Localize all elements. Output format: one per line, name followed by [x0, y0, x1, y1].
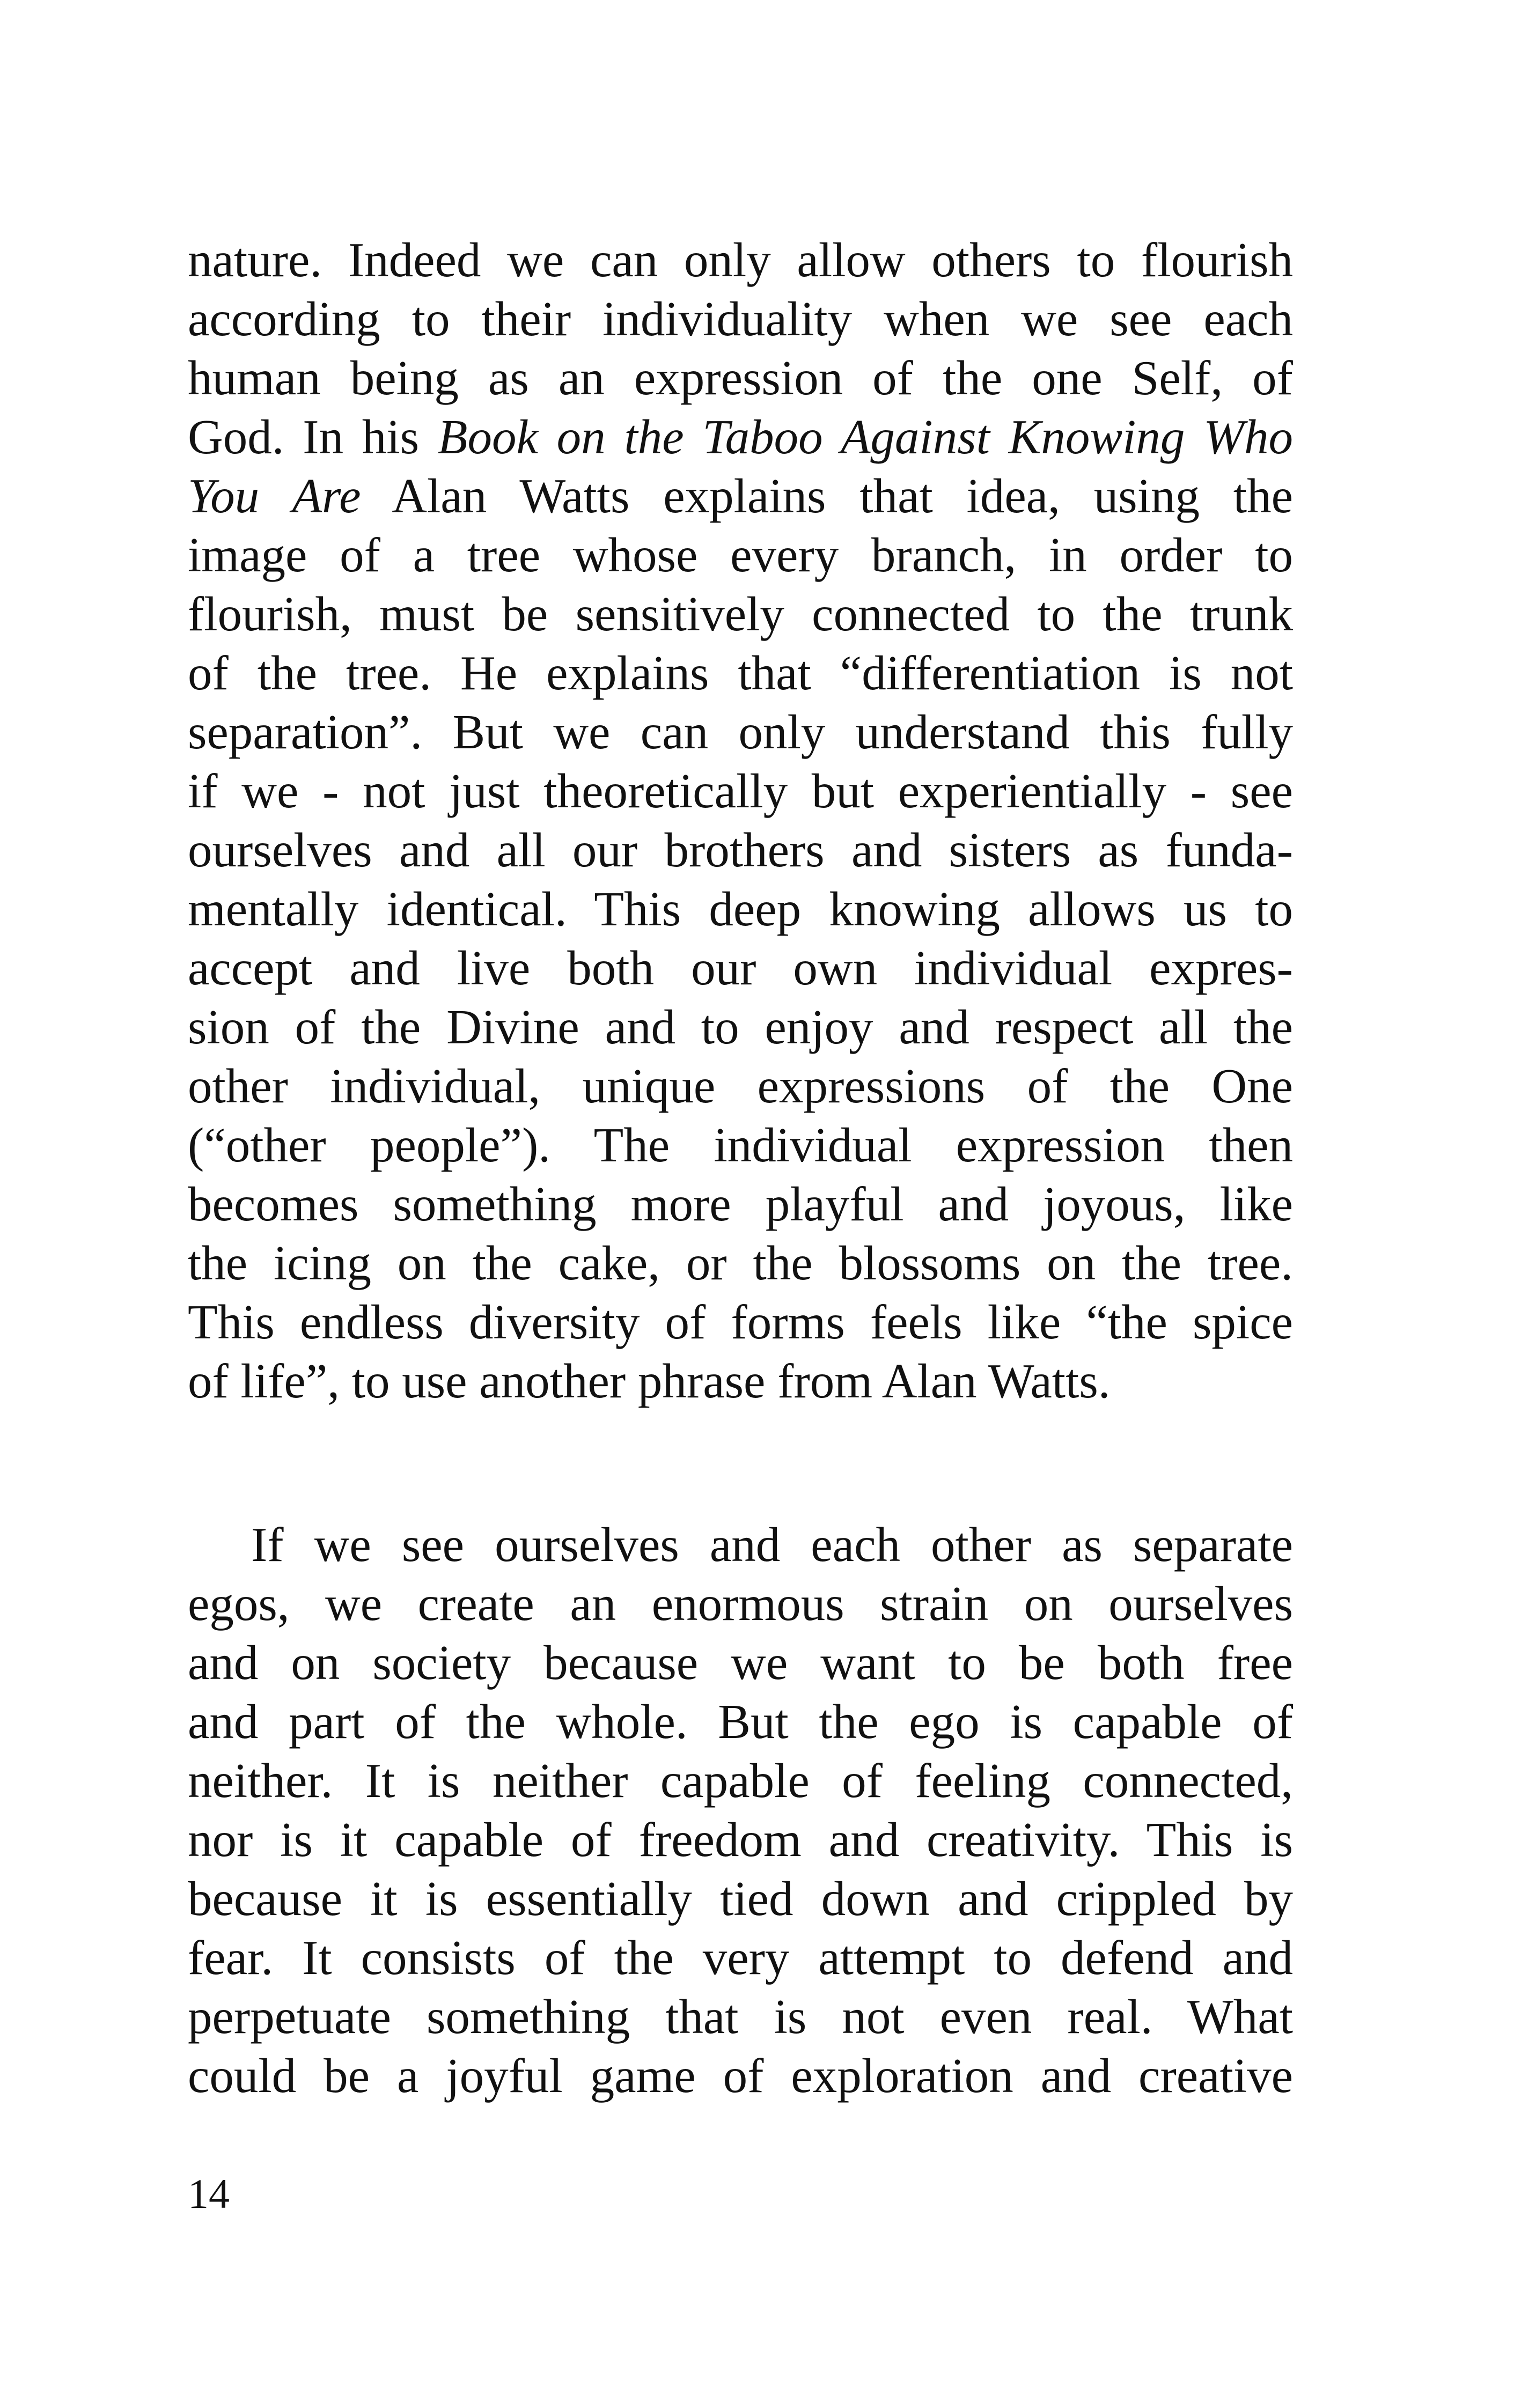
text-line: (“other people”). The individual expression then: [188, 1118, 1293, 1172]
text-line: [188, 408, 1293, 467]
text-line: sion of the Divine and to enjoy and respect all the: [188, 1000, 1293, 1054]
text-line: fear. It consists of the very attempt to defend and: [188, 1931, 1293, 1985]
text-line: of the tree. He explains that “differentiation is not: [188, 646, 1293, 700]
book-title-italic: Book on the Taboo Against Knowing Who: [437, 410, 1293, 464]
text-line: nor is it capable of freedom and creativity. This is: [188, 1813, 1293, 1867]
text-line: human being as an expression of the one Self, of: [188, 351, 1293, 405]
text-line: could be a joyful game of exploration and creative: [188, 2049, 1293, 2103]
text-line: because it is essentially tied down and crippled by: [188, 1872, 1293, 1926]
text-line: accept and live both our own individual expres-: [188, 941, 1293, 995]
text-line: and on society because we want to be both free: [188, 1636, 1293, 1690]
book-title-italic: You Are: [188, 469, 361, 523]
text-line: neither. It is neither capable of feeling connected,: [188, 1754, 1293, 1808]
text-line: other individual, unique expressions of the One: [188, 1059, 1293, 1113]
paragraph-2: [188, 1515, 1293, 2105]
text-line: of life”, to use another phrase from Alan Watts.: [188, 1354, 1111, 1408]
text-line: according to their individuality when we see each: [188, 292, 1293, 346]
text-run: God. In his: [188, 410, 438, 464]
text-line: If we see ourselves and each other as separate: [251, 1518, 1293, 1572]
text-line: nature. Indeed we can only allow others to flourish: [188, 233, 1293, 287]
text-line: flourish, must be sensitively connected to the trunk: [188, 587, 1293, 641]
text-line: the icing on the cake, or the blossoms on the tree.: [188, 1236, 1293, 1290]
text-line: This endless diversity of forms feels like “the spice: [188, 1295, 1293, 1349]
paragraph-1: [188, 231, 1293, 1411]
text-line: mentally identical. This deep knowing allows us to: [188, 882, 1293, 936]
text-line: ourselves and all our brothers and sisters as funda-: [188, 823, 1293, 877]
text-line: and part of the whole. But the ego is capable of: [188, 1695, 1293, 1749]
text-line: becomes something more playful and joyous, like: [188, 1177, 1293, 1231]
text-line: [188, 467, 1293, 526]
text-line: perpetuate something that is not even real. What: [188, 1990, 1293, 2044]
text-line: if we - not just theoretically but experientially - see: [188, 764, 1293, 818]
text-line: egos, we create an enormous strain on ourselves: [188, 1577, 1293, 1631]
text-line: separation”. But we can only understand this fully: [188, 705, 1293, 759]
page-number: 14: [188, 2170, 230, 2217]
text-run: Alan Watts explains that idea, using the: [361, 469, 1293, 523]
text-line: image of a tree whose every branch, in order to: [188, 528, 1293, 582]
